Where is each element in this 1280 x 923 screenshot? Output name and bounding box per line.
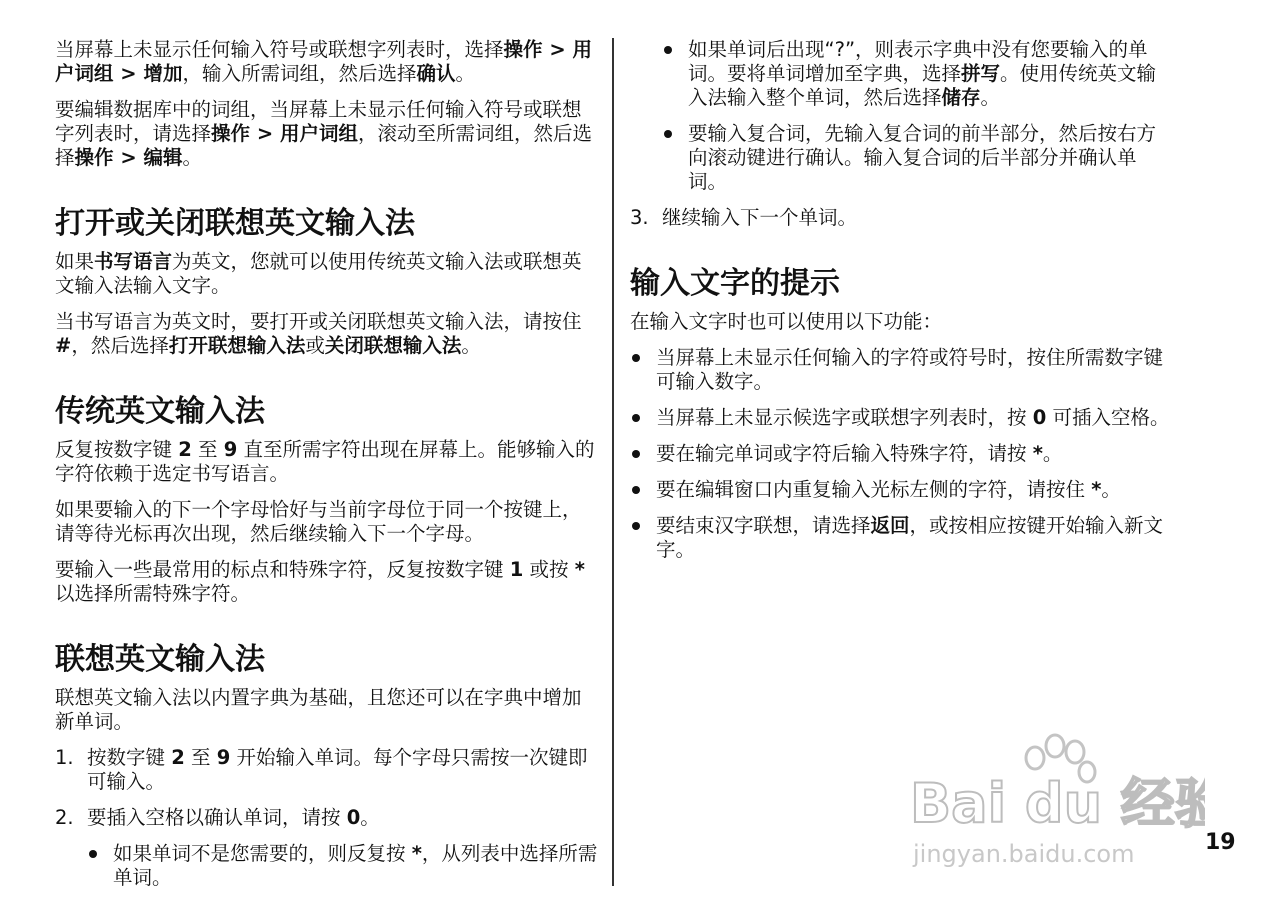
text: 。 <box>360 806 380 829</box>
text: ，输入所需词组，然后选择 <box>182 62 417 85</box>
bullet-icon <box>630 346 656 394</box>
menu-save: 储存 <box>941 86 981 109</box>
text: 要在编辑窗口内重复输入光标左侧的字符，请按住 <box>656 478 1092 501</box>
menu-predictive-off: 关闭联想输入法 <box>324 334 462 357</box>
watermark-logo-text: Bai du 经验 <box>910 772 1205 835</box>
text: 如果 <box>55 250 95 273</box>
text: 当书写语言为英文时，要打开或关闭联想英文输入法，请按住 <box>55 310 582 333</box>
list-item-sub-3 <box>630 122 1175 194</box>
paragraph-edit-phrase <box>55 98 600 170</box>
text: 可插入空格。 <box>1046 406 1170 429</box>
bullet-icon <box>662 38 688 110</box>
list-item-step-3 <box>630 206 1175 230</box>
paragraph-same-key: 如果要输入的下一个字母恰好与当前字母位于同一个按键上，请等待光标再次出现，然后继续输入下一个字母。 <box>55 498 582 545</box>
text: 按数字键 <box>87 746 172 769</box>
column-divider <box>612 38 614 886</box>
menu-options: 操作 <box>503 38 543 61</box>
menu-options: 操作 <box>74 146 114 169</box>
text: 。 <box>1042 442 1063 465</box>
separator: > <box>542 38 573 61</box>
text: 当屏幕上未显示候选字或联想字列表时，按 <box>656 406 1033 429</box>
text: 直至所需字符出现在屏幕上。能够输入的字符依赖于选定书写语言。 <box>55 438 595 485</box>
separator: > <box>113 62 144 85</box>
paragraph-special-chars <box>55 558 600 606</box>
step-text <box>87 806 380 830</box>
text: 或 <box>305 334 325 357</box>
list-item-step-2 <box>55 806 600 830</box>
text: 开始输入单词。每个字母只需按一次键即可输入。 <box>87 746 588 793</box>
paragraph-press-keys <box>55 438 600 486</box>
list-item-step-1 <box>55 746 600 794</box>
list-item-tip-2 <box>630 406 1175 430</box>
text: 要结束汉字联想，请选择 <box>656 514 871 537</box>
bullet-text <box>656 514 1175 562</box>
key-9: 9 <box>216 746 231 769</box>
text: ，或按相应按键开始输入新文字。 <box>656 514 1164 561</box>
separator: > <box>250 122 280 145</box>
menu-user-phrases: 用户词组 <box>55 38 592 85</box>
bullet-text <box>656 442 1062 466</box>
menu-writing-language: 书写语言 <box>94 250 173 273</box>
step-text: 继续输入下一个单词。 <box>662 206 858 229</box>
text: 当屏幕上未显示任何输入符号或联想字列表时，选择 <box>55 38 504 61</box>
step-number: 2. <box>55 806 74 829</box>
bullet-icon <box>630 514 656 562</box>
text: 。使用传统英文输入法输入整个单词，然后选择 <box>688 62 1157 109</box>
text: 为英文，您就可以使用传统英文输入法或联想英文输入法输入文字。 <box>55 250 582 297</box>
step-number: 3. <box>630 206 649 229</box>
baidu-paw-logo-icon <box>905 730 1205 880</box>
text: 。 <box>455 62 475 85</box>
text: 如果单词不是您需要的，则反复按 <box>113 842 412 865</box>
list-item-tip-5 <box>630 514 1175 562</box>
baidu-watermark <box>905 730 1205 880</box>
text: ，然后选择 <box>71 334 169 357</box>
text: 要插入空格以确认单词，请按 <box>87 806 347 829</box>
key-star: * <box>574 558 585 581</box>
text: 至 <box>184 746 217 769</box>
text: 要在输完单词或字符后输入特殊字符，请按 <box>656 442 1033 465</box>
right-column <box>630 38 1175 574</box>
text: ，从列表中选择所需单词。 <box>113 842 598 889</box>
key-star: * <box>1091 478 1102 501</box>
text: 要输入一些最常用的标点和特殊字符，反复按数字键 <box>55 558 510 581</box>
left-column <box>55 38 600 902</box>
key-2: 2 <box>171 746 185 769</box>
menu-spell: 拼写 <box>961 62 1001 85</box>
menu-add: 增加 <box>143 62 183 85</box>
step-text <box>87 746 600 794</box>
menu-user-phrases: 用户词组 <box>279 122 358 145</box>
heading-traditional-input: 传统英文输入法 <box>55 394 265 429</box>
paragraph-toggle-predictive <box>55 310 600 358</box>
heading-predictive-toggle: 打开或关闭联想英文输入法 <box>55 206 415 241</box>
text: 要编辑数据库中的词组，当屏幕上未显示任何输入符号或联想字列表时，请选择 <box>55 98 582 145</box>
list-item-tip-3 <box>630 442 1175 466</box>
text: 。 <box>980 86 1001 109</box>
menu-back: 返回 <box>870 514 910 537</box>
bullet-text: 当屏幕上未显示任何输入的字符或符号时，按住所需数字键可输入数字。 <box>656 346 1164 393</box>
bullet-text: 要输入复合词，先输入复合词的前半部分，然后按右方向滚动键进行确认。输入复合词的后半部分并确认单词。 <box>688 122 1157 193</box>
list-item-sub-2 <box>630 38 1175 110</box>
key-star: * <box>411 842 422 865</box>
bullet-icon <box>630 442 656 466</box>
bullet-icon <box>87 842 113 890</box>
list-item-tip-4 <box>630 478 1175 502</box>
key-0: 0 <box>1032 406 1047 429</box>
key-hash: # <box>55 334 72 357</box>
menu-options: 操作 <box>211 122 251 145</box>
menu-predictive-on: 打开联想输入法 <box>168 334 306 357</box>
paragraph-dictionary: 联想英文输入法以内置字典为基础，且您还可以在字典中增加新单词。 <box>55 686 582 733</box>
text: 。 <box>182 146 202 169</box>
bullet-text <box>656 478 1121 502</box>
key-9: 9 <box>223 438 238 461</box>
text: 以选择所需特殊字符。 <box>55 582 251 605</box>
text: 如果单词后出现“?”，则表示字典中没有您要输入的单词。要将单词增加至字典，选择 <box>688 38 1148 85</box>
key-1: 1 <box>509 558 524 581</box>
menu-edit: 编辑 <box>143 146 183 169</box>
paragraph-tips-intro: 在输入文字时也可以使用以下功能： <box>630 310 943 333</box>
bullet-icon <box>630 478 656 502</box>
list-item-tip-1 <box>630 346 1175 394</box>
menu-confirm: 确认 <box>416 62 456 85</box>
paragraph-add-phrase <box>55 38 600 86</box>
text: ，滚动至所需词组，然后选择 <box>55 122 592 169</box>
separator: > <box>113 146 144 169</box>
watermark-url: jingyan.baidu.com <box>913 840 1135 868</box>
key-star: * <box>1032 442 1043 465</box>
paragraph-writing-language <box>55 250 600 298</box>
key-0: 0 <box>346 806 361 829</box>
bullet-icon <box>630 406 656 430</box>
step-number: 1. <box>55 746 74 769</box>
heading-predictive-input: 联想英文输入法 <box>55 642 265 677</box>
text: 至 <box>191 438 224 461</box>
text: 。 <box>461 334 481 357</box>
bullet-icon <box>662 122 688 194</box>
heading-input-tips: 输入文字的提示 <box>630 266 840 301</box>
list-item-sub-1 <box>55 842 600 890</box>
page-number: 19 <box>1205 830 1236 855</box>
bullet-text <box>113 842 600 890</box>
text: 反复按数字键 <box>55 438 179 461</box>
bullet-text <box>688 38 1175 110</box>
bullet-text <box>656 406 1169 430</box>
key-2: 2 <box>178 438 192 461</box>
text: 。 <box>1101 478 1121 501</box>
text: 或按 <box>523 558 575 581</box>
